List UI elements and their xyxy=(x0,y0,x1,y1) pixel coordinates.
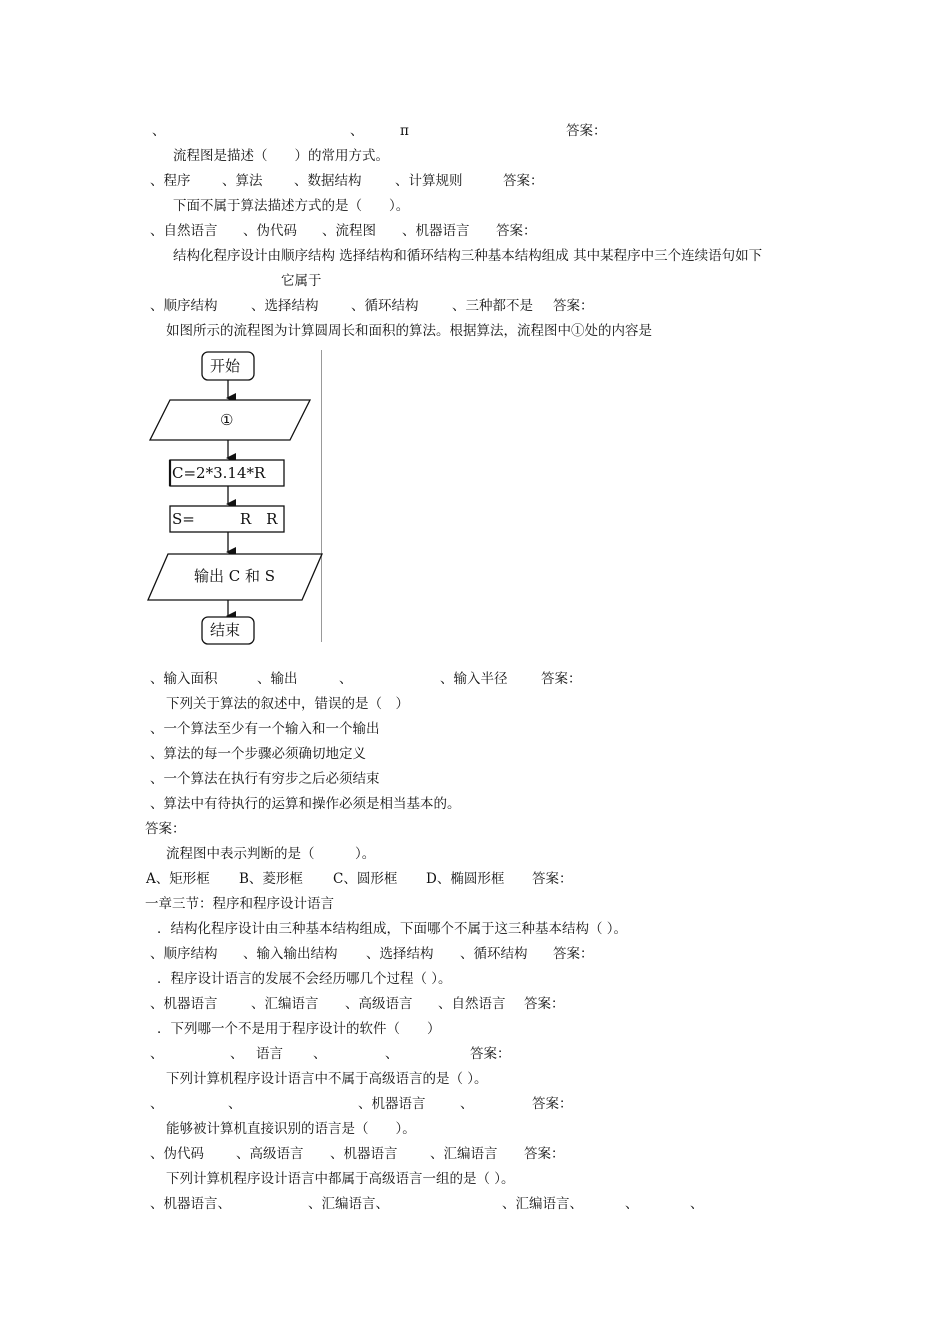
text-line-20-segment-4: 答案： xyxy=(553,946,594,962)
text-line-17-segment-4: 答案： xyxy=(532,871,573,887)
text-line-2-segment-1: 、算法 xyxy=(222,173,263,189)
text-line-30-segment-0: 、机器语言、 xyxy=(150,1196,231,1212)
text-line-16-segment-0: 流程图中表示判断的是（ ）。 xyxy=(166,846,376,862)
text-line-5-segment-0: 结构化程序设计由顺序结构 选择结构和循环结构三种基本结构组成 其中某程序中三个连续语句如下 xyxy=(173,248,763,264)
flowchart-shapes xyxy=(140,348,340,648)
flowchart-start-label: 开始 xyxy=(210,357,241,375)
text-line-21-segment-0: ．程序设计语言的发展不会经历哪几个过程（ ）。 xyxy=(157,971,452,987)
text-line-25-segment-0: 下列计算机程序设计语言中不属于高级语言的是（ ）。 xyxy=(166,1071,488,1087)
text-line-17-segment-2: C、圆形框 xyxy=(333,871,398,887)
text-line-3-segment-0: 下面不属于算法描述方式的是（ ）。 xyxy=(173,198,410,214)
text-line-9-segment-2: 、 xyxy=(339,671,353,687)
text-line-4-segment-3: 、机器语言 xyxy=(402,223,470,239)
text-line-26-segment-2: 、机器语言 xyxy=(358,1096,426,1112)
text-line-4-segment-2: 、流程图 xyxy=(322,223,376,239)
text-line-20-segment-0: 、顺序结构 xyxy=(150,946,218,962)
text-line-6-segment-0: 它属于 xyxy=(281,273,322,289)
text-line-0-segment-0: 、 xyxy=(152,123,166,139)
text-line-11-segment-0: 、一个算法至少有一个输入和一个输出 xyxy=(150,721,380,737)
text-line-24-segment-0: 、 xyxy=(150,1046,164,1062)
text-line-9-segment-1: 、输出 xyxy=(257,671,298,687)
text-line-2-segment-4: 答案： xyxy=(503,173,544,189)
text-line-28-segment-1: 、高级语言 xyxy=(236,1146,304,1162)
text-line-24-segment-3: 、 xyxy=(313,1046,327,1062)
text-line-4-segment-1: 、伪代码 xyxy=(243,223,297,239)
text-line-0-segment-1: 、 xyxy=(350,123,364,139)
text-line-17-segment-3: D、椭圆形框 xyxy=(426,871,505,887)
text-line-9-segment-4: 答案： xyxy=(541,671,582,687)
text-line-30-segment-2: 、汇编语言、 xyxy=(502,1196,583,1212)
text-line-0-segment-3: 答案： xyxy=(566,123,607,139)
text-line-7-segment-1: 、选择结构 xyxy=(251,298,319,314)
text-line-0-segment-2: π xyxy=(400,123,409,139)
text-line-24-segment-5: 答案： xyxy=(470,1046,511,1062)
text-line-28-segment-0: 、伪代码 xyxy=(150,1146,204,1162)
text-line-1-segment-0: 流程图是描述（ ）的常用方式。 xyxy=(173,148,389,164)
text-line-7-segment-3: 、三种都不是 xyxy=(452,298,533,314)
text-line-17-segment-1: B、菱形框 xyxy=(239,871,303,887)
text-line-29-segment-0: 下列计算机程序设计语言中都属于高级语言一组的是（ ）。 xyxy=(166,1171,515,1187)
text-line-22-segment-2: 、高级语言 xyxy=(345,996,413,1012)
text-line-22-segment-1: 、汇编语言 xyxy=(251,996,319,1012)
text-line-22-segment-3: 、自然语言 xyxy=(438,996,506,1012)
flowchart-input-label: ① xyxy=(220,411,234,429)
text-line-20-segment-3: 、循环结构 xyxy=(460,946,528,962)
text-line-2-segment-3: 、计算规则 xyxy=(395,173,463,189)
flowchart-step2-label: S= R R xyxy=(172,510,278,528)
text-line-26-segment-0: 、 xyxy=(150,1096,164,1112)
text-line-26-segment-1: 、 xyxy=(228,1096,242,1112)
text-line-28-segment-3: 、汇编语言 xyxy=(430,1146,498,1162)
text-line-23-segment-0: ．下列哪一个不是用于程序设计的软件（ ） xyxy=(157,1021,441,1037)
text-line-20-segment-2: 、选择结构 xyxy=(366,946,434,962)
text-line-26-segment-4: 答案： xyxy=(532,1096,573,1112)
text-line-12-segment-0: 、算法的每一个步骤必须确切地定义 xyxy=(150,746,366,762)
flowchart-step1-label: C=2*3.14*R xyxy=(172,464,266,482)
text-line-4-segment-0: 、自然语言 xyxy=(150,223,218,239)
text-line-30-segment-4: 、 xyxy=(690,1196,704,1212)
text-line-27-segment-0: 能够被计算机直接识别的语言是（ ）。 xyxy=(166,1121,416,1137)
text-line-24-segment-4: 、 xyxy=(385,1046,399,1062)
flowchart-end-label: 结束 xyxy=(210,621,241,639)
text-line-30-segment-3: 、 xyxy=(625,1196,639,1212)
flowchart xyxy=(140,348,340,648)
text-line-20-segment-1: 、输入输出结构 xyxy=(243,946,338,962)
text-line-28-segment-2: 、机器语言 xyxy=(330,1146,398,1162)
text-line-9-segment-0: 、输入面积 xyxy=(150,671,218,687)
flowchart-output-label: 输出 C 和 S xyxy=(194,567,276,585)
text-line-15-segment-0: 答案： xyxy=(145,821,186,837)
text-line-28-segment-4: 答案： xyxy=(524,1146,565,1162)
text-line-22-segment-0: 、机器语言 xyxy=(150,996,218,1012)
text-line-10-segment-0: 下列关于算法的叙述中，错误的是（ ） xyxy=(166,696,409,712)
text-line-4-segment-4: 答案： xyxy=(496,223,537,239)
text-line-24-segment-2: 语言 xyxy=(256,1046,283,1062)
text-line-18-segment-0: 一章三节：程序和程序设计语言 xyxy=(145,896,334,912)
text-line-22-segment-4: 答案： xyxy=(524,996,565,1012)
text-line-26-segment-3: 、 xyxy=(460,1096,474,1112)
text-line-8-segment-0: 如图所示的流程图为计算圆周长和面积的算法。根据算法，流程图中①处的内容是 xyxy=(166,323,652,339)
text-line-9-segment-3: 、输入半径 xyxy=(440,671,508,687)
text-line-17-segment-0: A、矩形框 xyxy=(146,871,210,887)
text-line-2-segment-0: 、程序 xyxy=(150,173,191,189)
text-line-19-segment-0: ．结构化程序设计由三种基本结构组成，下面哪个不属于这三种基本结构（ ）。 xyxy=(157,921,628,937)
text-line-2-segment-2: 、数据结构 xyxy=(294,173,362,189)
text-line-14-segment-0: 、算法中有待执行的运算和操作必须是相当基本的。 xyxy=(150,796,461,812)
text-line-7-segment-2: 、循环结构 xyxy=(351,298,419,314)
text-line-13-segment-0: 、一个算法在执行有穷步之后必须结束 xyxy=(150,771,380,787)
text-line-24-segment-1: 、 xyxy=(230,1046,244,1062)
text-line-7-segment-0: 、顺序结构 xyxy=(150,298,218,314)
text-line-30-segment-1: 、汇编语言、 xyxy=(308,1196,389,1212)
text-line-7-segment-4: 答案： xyxy=(553,298,594,314)
